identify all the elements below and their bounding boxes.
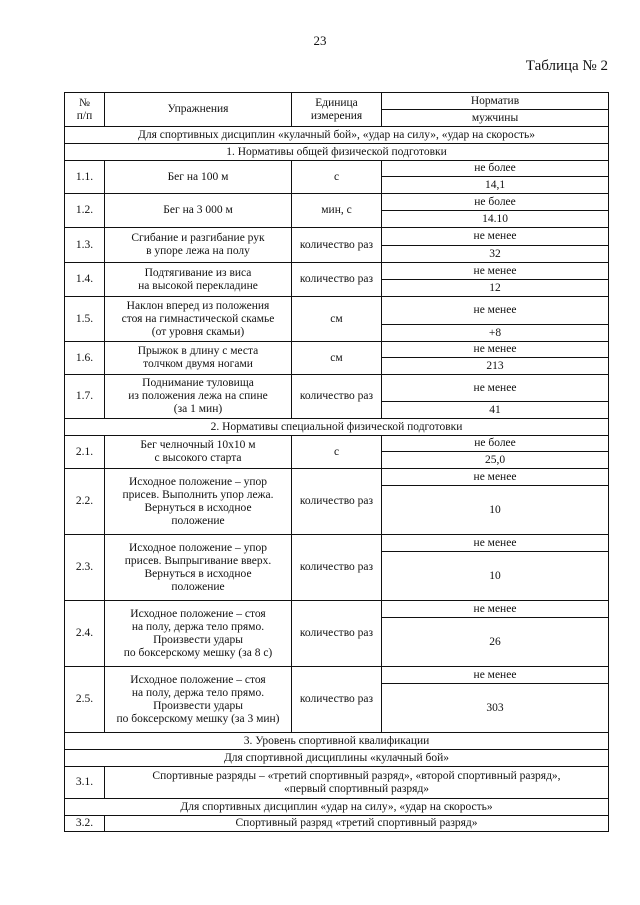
unit: мин, с	[292, 194, 382, 228]
unit: количество раз	[292, 667, 382, 733]
exercise-line: на высокой перекладине	[138, 279, 258, 292]
row-3-1-num: 3.1.	[65, 767, 105, 799]
norm-value: 14,1	[382, 177, 609, 194]
header-unit	[292, 93, 382, 127]
unit: см	[292, 342, 382, 375]
header-unit-line2: измерения	[310, 109, 363, 122]
row-num: 1.4.	[65, 263, 105, 297]
exercise-name	[105, 469, 292, 535]
row-num: 1.7.	[65, 375, 105, 419]
exercise-line: (за 1 мин)	[173, 403, 223, 415]
norm-value: 41	[382, 402, 609, 419]
exercise-line: по боксерскому мешку (за 3 мин)	[116, 712, 280, 725]
unit: с	[292, 436, 382, 469]
exercise-row	[65, 535, 609, 552]
exercise-line: Произвести удары	[153, 633, 243, 646]
norm-value: 213	[382, 358, 609, 375]
norm-value: 32	[382, 246, 609, 263]
row-num: 1.1.	[65, 161, 105, 194]
unit: количество раз	[292, 375, 382, 419]
row-num: 1.2.	[65, 194, 105, 228]
exercise-name	[105, 375, 292, 419]
exercise-line: Исходное положение – упор	[128, 475, 268, 488]
exercise-row	[65, 601, 609, 618]
exercise-line: стоя на гимнастической скамье	[121, 312, 275, 325]
exercise-row	[65, 342, 609, 358]
norm-condition: не более	[382, 194, 609, 211]
header-unit-line1: Единица	[315, 96, 358, 109]
exercise-line: Наклон вперед из положения	[126, 299, 270, 312]
exercise-line: с высокого старта	[154, 452, 242, 464]
section-3-title: 3. Уровень спортивной квалификации	[65, 733, 609, 750]
exercise-line: Исходное положение – упор	[128, 541, 268, 554]
exercise-line: в упоре лежа на полу	[146, 245, 250, 257]
exercise-name	[105, 342, 292, 375]
page-number: 23	[313, 33, 327, 48]
discipline-row-fist: Для спортивной дисциплины «кулачный бой»	[65, 750, 609, 767]
discipline-row-strike: Для спортивных дисциплин «удар на силу», «удар на скорость»	[65, 799, 609, 816]
norm-value: 26	[382, 618, 609, 667]
norm-condition: не менее	[382, 667, 609, 684]
exercise-line: на полу, держа тело прямо.	[131, 620, 265, 633]
unit: количество раз	[292, 601, 382, 667]
exercise-row	[65, 469, 609, 486]
row-num: 2.1.	[65, 436, 105, 469]
norms-table	[64, 92, 609, 832]
exercise-line: Бег на 3 000 м	[163, 204, 233, 216]
header-norm: Норматив	[382, 93, 609, 110]
exercise-row	[65, 297, 609, 325]
exercise-line: Прыжок в длину с места	[137, 345, 259, 357]
exercise-line: Произвести удары	[153, 699, 243, 712]
exercise-row	[65, 436, 609, 452]
norm-condition: не более	[382, 436, 609, 452]
norm-condition: не более	[382, 161, 609, 177]
unit: количество раз	[292, 469, 382, 535]
exercise-name	[105, 228, 292, 263]
row-num: 1.3.	[65, 228, 105, 263]
exercise-row	[65, 667, 609, 684]
exercise-line: присев. Выполнить упор лежа.	[122, 488, 274, 501]
exercise-line: положение	[171, 580, 225, 593]
header-num	[65, 93, 105, 127]
exercise-row	[65, 228, 609, 246]
norm-value: 12	[382, 280, 609, 297]
row-3-1-text	[105, 767, 609, 799]
exercise-name	[105, 161, 292, 194]
exercise-line: Поднимание туловища	[142, 377, 254, 389]
norm-condition: не менее	[382, 297, 609, 325]
section-2-title: 2. Нормативы специальной физической подготовки	[65, 419, 609, 436]
unit: с	[292, 161, 382, 194]
exercise-line: Исходное положение – стоя	[130, 673, 266, 686]
row-num: 2.3.	[65, 535, 105, 601]
norm-condition: не менее	[382, 601, 609, 618]
exercise-line: Вернуться в исходное	[144, 501, 252, 514]
row-num: 2.4.	[65, 601, 105, 667]
header-num-line2: п/п	[76, 109, 93, 122]
unit: количество раз	[292, 263, 382, 297]
exercise-row	[65, 161, 609, 177]
table-title: Таблица № 2	[525, 58, 608, 74]
exercise-name	[105, 436, 292, 469]
norm-value: 25,0	[382, 452, 609, 469]
exercise-name	[105, 535, 292, 601]
exercise-name	[105, 194, 292, 228]
row-3-2-text: Спортивный разряд «третий спортивный разряд»	[105, 816, 609, 832]
unit: количество раз	[292, 535, 382, 601]
norm-condition: не менее	[382, 263, 609, 280]
exercise-line: Вернуться в исходное	[144, 567, 252, 580]
header-num-line1: №	[79, 96, 90, 109]
norm-condition: не менее	[382, 469, 609, 486]
exercise-name	[105, 601, 292, 667]
exercise-line: Подтягивание из виса	[144, 266, 252, 279]
exercise-line: Сгибание и разгибание рук	[131, 232, 265, 244]
exercise-row	[65, 194, 609, 211]
exercise-line: Исходное положение – стоя	[130, 607, 266, 620]
exercise-row	[65, 263, 609, 280]
norm-value: 303	[382, 684, 609, 733]
exercise-line: из положения лежа на спине	[128, 390, 268, 402]
row-num: 2.5.	[65, 667, 105, 733]
exercise-line: (от уровня скамьи)	[151, 325, 245, 338]
exercise-line: толчком двумя ногами	[143, 358, 253, 370]
norm-value: 10	[382, 552, 609, 601]
row-3-1-line2: «первый спортивный разряд»	[283, 782, 430, 795]
row-num: 1.6.	[65, 342, 105, 375]
exercise-name	[105, 297, 292, 342]
exercise-line: на полу, держа тело прямо.	[131, 686, 265, 699]
section-1-title: 1. Нормативы общей физической подготовки	[65, 144, 609, 161]
exercise-line: по боксерскому мешку (за 8 с)	[123, 646, 273, 659]
header-exercise: Упражнения	[105, 93, 292, 127]
exercise-line: Бег на 100 м	[167, 170, 229, 183]
row-num: 1.5.	[65, 297, 105, 342]
norm-condition: не менее	[382, 535, 609, 552]
row-3-2-num: 3.2.	[65, 816, 105, 832]
norm-value: 14.10	[382, 211, 609, 228]
exercise-line: Бег челночный 10х10 м	[140, 439, 256, 451]
norm-value: +8	[382, 325, 609, 342]
exercise-line: положение	[171, 514, 225, 527]
exercise-line: присев. Выпрыгивание вверх.	[124, 554, 272, 567]
norm-condition: не менее	[382, 228, 609, 246]
exercise-name	[105, 263, 292, 297]
exercise-name	[105, 667, 292, 733]
norm-value: 10	[382, 486, 609, 535]
norm-condition: не менее	[382, 342, 609, 358]
unit: см	[292, 297, 382, 342]
norm-condition: не менее	[382, 375, 609, 402]
header-gender: мужчины	[382, 110, 609, 127]
row-num: 2.2.	[65, 469, 105, 535]
discipline-row-all: Для спортивных дисциплин «кулачный бой», «удар на силу», «удар на скорость»	[65, 127, 609, 144]
exercise-row	[65, 375, 609, 402]
unit: количество раз	[292, 228, 382, 263]
row-3-1-line1: Спортивные разряды – «третий спортивный разряд», «второй спортивный разряд»,	[152, 769, 561, 782]
